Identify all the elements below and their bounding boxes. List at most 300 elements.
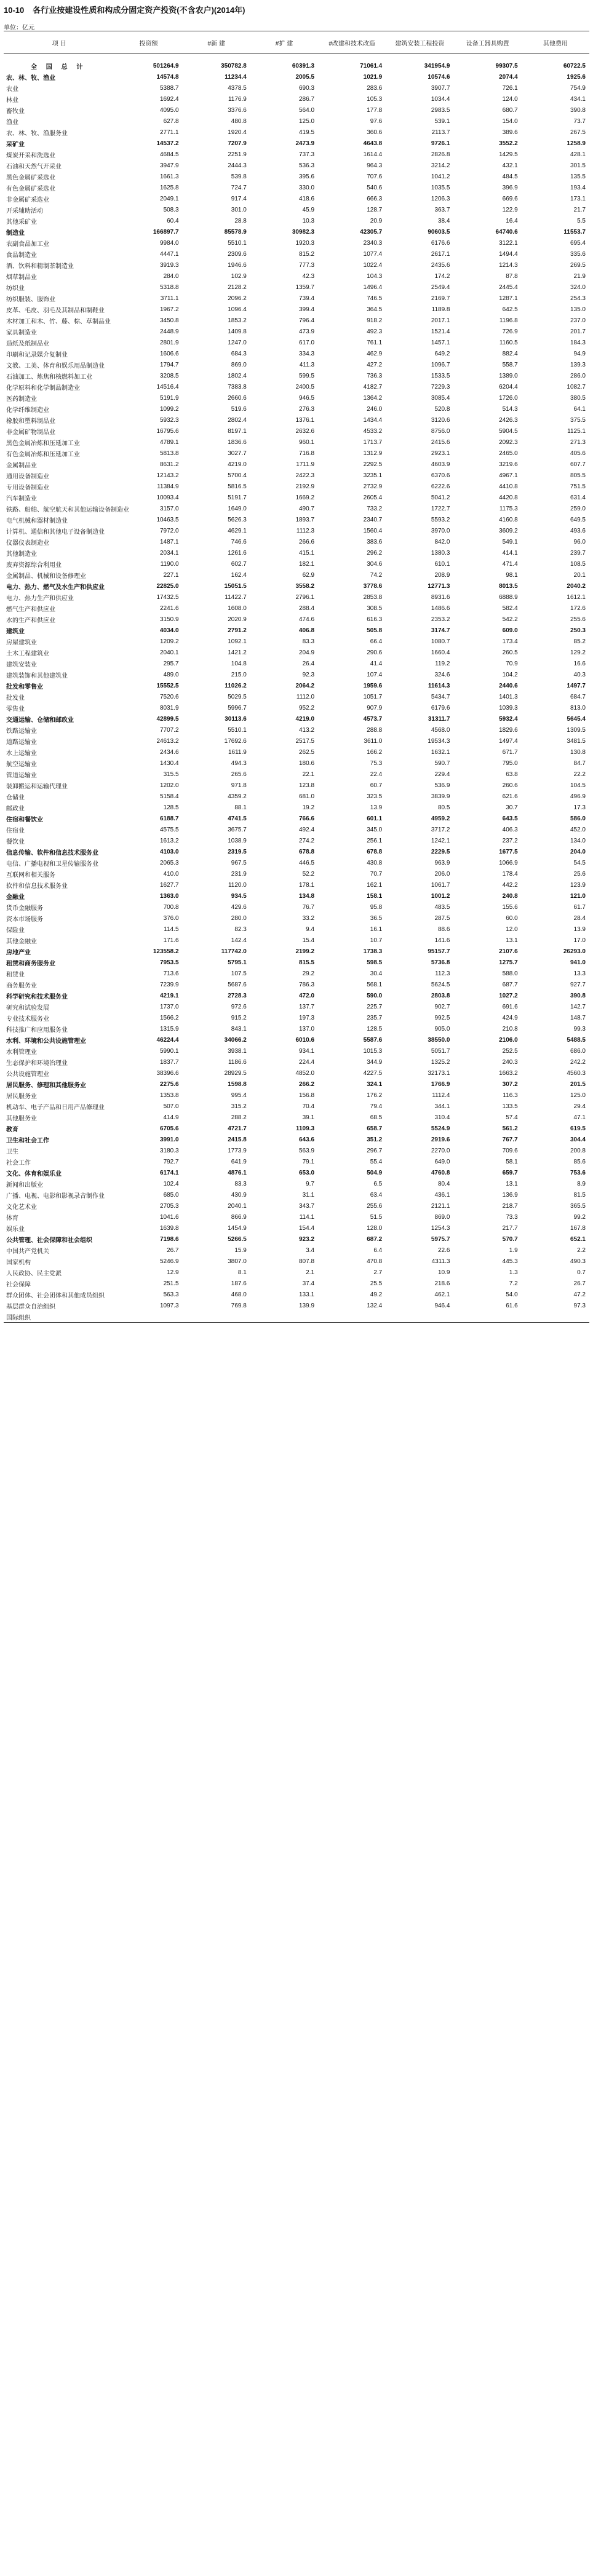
table-header xyxy=(4,31,589,54)
value-cell: 3.4 xyxy=(306,1246,315,1254)
value-cell: 601.1 xyxy=(367,815,383,822)
value-cell xyxy=(453,1311,521,1323)
value-cell: 915.2 xyxy=(231,1014,247,1021)
value-cell: 452.0 xyxy=(570,826,586,833)
table-row xyxy=(4,614,589,625)
row-label: 非金属矿采选业 xyxy=(6,196,49,204)
value-cell: 38.4 xyxy=(438,217,450,224)
value-cell: 364.5 xyxy=(367,306,383,313)
row-label: 计算机、通信和其他电子设备制造业 xyxy=(6,528,105,536)
row-label: 食品制造业 xyxy=(6,252,37,259)
value-cell: 588.0 xyxy=(502,970,518,977)
value-cell: 519.6 xyxy=(231,405,247,413)
value-cell: 2791.2 xyxy=(228,627,247,634)
table-row xyxy=(4,470,589,481)
value-cell: 4182.7 xyxy=(363,383,383,390)
table-row xyxy=(4,492,589,503)
value-cell: 323.5 xyxy=(367,793,383,800)
row-label: 道路运输业 xyxy=(6,739,37,746)
value-cell: 2728.3 xyxy=(228,992,247,999)
value-cell: 142.7 xyxy=(570,1003,586,1010)
value-cell: 6370.6 xyxy=(431,472,450,479)
table-row xyxy=(4,370,589,381)
value-cell: 462.9 xyxy=(367,350,383,357)
value-cell: 324.0 xyxy=(570,283,586,291)
value-cell: 1206.3 xyxy=(431,195,450,202)
value-cell: 843.1 xyxy=(231,1025,247,1032)
value-cell: 117742.0 xyxy=(221,948,247,955)
row-label: 租赁和商务服务业 xyxy=(6,960,55,967)
table-row xyxy=(4,514,589,525)
value-cell: 2229.5 xyxy=(431,848,450,855)
value-cell: 5975.7 xyxy=(431,1235,450,1243)
row-label: 科技推广和应用服务业 xyxy=(6,1026,68,1034)
value-cell: 283.6 xyxy=(367,84,383,92)
value-cell: 4103.0 xyxy=(160,848,179,855)
value-cell: 2340.7 xyxy=(363,516,383,523)
table-row xyxy=(4,414,589,426)
value-cell: 6176.6 xyxy=(431,239,450,247)
value-cell: 2549.4 xyxy=(431,283,450,291)
value-cell: 28.4 xyxy=(573,914,586,922)
value-cell: 1566.2 xyxy=(160,1014,179,1021)
value-cell: 2422.3 xyxy=(295,472,315,479)
table-row xyxy=(4,913,589,924)
table-row xyxy=(4,603,589,614)
value-cell: 12.9 xyxy=(167,1269,179,1276)
row-label: 水的生产和供应业 xyxy=(6,617,55,624)
row-label: 林业 xyxy=(6,97,18,104)
value-cell: 255.6 xyxy=(367,1202,383,1210)
value-cell: 539.8 xyxy=(231,173,247,180)
value-cell: 63.8 xyxy=(506,771,518,778)
value-cell: 1920.3 xyxy=(295,239,315,247)
value-cell: 22.2 xyxy=(573,771,586,778)
value-cell: 707.6 xyxy=(367,173,383,180)
value-cell: 1125.1 xyxy=(567,427,586,435)
value-cell: 10574.6 xyxy=(428,73,450,81)
row-label: 有色金属冶炼和压延加工业 xyxy=(6,451,80,458)
value-cell: 971.8 xyxy=(231,782,247,789)
value-cell: 489.0 xyxy=(163,671,179,678)
value-cell: 155.6 xyxy=(502,903,518,911)
value-cell: 1061.7 xyxy=(431,881,450,889)
value-cell: 582.4 xyxy=(502,604,518,612)
value-cell: 47.1 xyxy=(573,1114,586,1121)
value-cell: 496.9 xyxy=(570,793,586,800)
value-cell: 6.5 xyxy=(373,1180,383,1187)
value-cell: 5510.1 xyxy=(228,726,247,734)
value-cell: 5191.9 xyxy=(160,394,179,402)
value-cell: 713.6 xyxy=(163,970,179,977)
value-cell: 176.2 xyxy=(367,1092,383,1099)
value-cell: 295.7 xyxy=(163,660,179,667)
value-cell: 182.1 xyxy=(299,560,315,568)
value-cell: 473.9 xyxy=(299,328,315,335)
value-cell: 4568.0 xyxy=(431,726,450,734)
value-cell: 5191.7 xyxy=(228,494,247,501)
value-cell: 13.1 xyxy=(506,1180,518,1187)
value-cell: 3552.2 xyxy=(499,140,518,147)
value-cell: 123558.2 xyxy=(153,948,179,955)
table-row xyxy=(4,204,589,215)
value-cell: 351.2 xyxy=(367,1136,383,1143)
value-cell: 9.7 xyxy=(306,1180,315,1187)
value-cell: 308.5 xyxy=(367,604,383,612)
value-cell: 813.0 xyxy=(570,704,586,711)
value-cell: 85.2 xyxy=(573,638,586,645)
row-label: 生态保护和环境治理业 xyxy=(6,1060,68,1067)
value-cell: 1287.1 xyxy=(499,295,518,302)
value-cell: 70.4 xyxy=(302,1103,315,1110)
value-cell: 2040.2 xyxy=(567,582,586,590)
value-cell: 208.9 xyxy=(434,571,450,579)
row-label: 研究和试验发展 xyxy=(6,1004,49,1012)
value-cell: 3208.5 xyxy=(160,372,179,379)
row-label: 烟草制品业 xyxy=(6,274,37,281)
value-cell: 390.8 xyxy=(570,106,586,114)
value-cell xyxy=(522,1311,589,1323)
value-cell: 1612.1 xyxy=(567,593,586,601)
value-cell: 7707.2 xyxy=(160,726,179,734)
value-cell: 992.5 xyxy=(434,1014,450,1021)
value-cell: 25.6 xyxy=(573,870,586,878)
value-cell: 9984.0 xyxy=(160,239,179,247)
value-cell: 2020.9 xyxy=(228,616,247,623)
row-label: 房地产业 xyxy=(6,949,31,956)
value-cell: 240.8 xyxy=(502,892,518,900)
value-cell: 2192.9 xyxy=(295,483,315,490)
value-cell: 3778.6 xyxy=(363,582,383,590)
value-cell: 9.4 xyxy=(306,925,315,933)
value-cell: 5932.4 xyxy=(499,715,518,723)
value-cell: 508.3 xyxy=(163,206,179,213)
table-row xyxy=(4,215,589,226)
value-cell: 335.6 xyxy=(570,250,586,258)
value-cell: 1457.1 xyxy=(431,339,450,346)
value-cell: 201.7 xyxy=(570,328,586,335)
value-cell: 2.2 xyxy=(577,1246,586,1254)
table-row xyxy=(4,802,589,813)
value-cell: 649.2 xyxy=(434,350,450,357)
value-cell: 590.0 xyxy=(367,992,383,999)
value-cell: 363.7 xyxy=(434,206,450,213)
value-cell: 1598.8 xyxy=(228,1080,247,1088)
value-cell: 173.4 xyxy=(502,638,518,645)
value-cell: 38396.6 xyxy=(156,1069,179,1077)
value-cell: 5266.5 xyxy=(228,1235,247,1243)
value-cell: 22825.0 xyxy=(156,582,179,590)
table-row xyxy=(4,1112,589,1123)
value-cell: 290.6 xyxy=(367,649,383,656)
value-cell: 436.1 xyxy=(434,1191,450,1199)
table-row xyxy=(4,160,589,171)
value-cell: 917.4 xyxy=(231,195,247,202)
value-cell: 746.5 xyxy=(367,295,383,302)
value-cell: 652.1 xyxy=(570,1235,586,1243)
value-cell: 754.9 xyxy=(570,84,586,92)
value-cell: 1038.9 xyxy=(228,837,247,844)
value-cell: 429.6 xyxy=(231,903,247,911)
value-cell: 1632.1 xyxy=(431,748,450,756)
value-cell: 2440.6 xyxy=(499,682,518,689)
value-cell: 39.1 xyxy=(302,1114,315,1121)
table-row xyxy=(4,127,589,138)
value-cell: 815.5 xyxy=(299,959,315,966)
value-cell: 3481.5 xyxy=(567,737,586,745)
row-label: 信息传输、软件和信息技术服务业 xyxy=(6,849,98,857)
value-cell: 1560.4 xyxy=(363,527,383,534)
value-cell: 8013.5 xyxy=(499,582,518,590)
value-cell: 501264.9 xyxy=(153,62,179,69)
table-number: 10-10 xyxy=(4,6,25,15)
row-label: 家具制造业 xyxy=(6,329,37,336)
value-cell: 1096.4 xyxy=(228,306,247,313)
value-cell: 139.3 xyxy=(570,361,586,368)
value-cell: 32173.1 xyxy=(428,1069,450,1077)
value-cell: 3711.1 xyxy=(160,295,179,302)
value-cell: 1160.5 xyxy=(499,339,518,346)
value-cell: 411.3 xyxy=(299,361,315,368)
value-cell: 125.0 xyxy=(299,117,315,125)
value-cell: 171.6 xyxy=(163,937,179,944)
table-row xyxy=(4,1156,589,1167)
value-cell: 5736.8 xyxy=(431,959,450,966)
value-cell: 599.5 xyxy=(299,372,315,379)
value-cell: 470.8 xyxy=(367,1258,383,1265)
value-cell: 288.8 xyxy=(367,726,383,734)
value-cell: 1625.8 xyxy=(160,184,179,191)
value-cell: 184.3 xyxy=(570,339,586,346)
value-cell: 7520.6 xyxy=(160,693,179,700)
value-cell: 36.5 xyxy=(370,914,383,922)
table-row xyxy=(4,315,589,326)
value-cell: 1001.2 xyxy=(431,892,450,900)
value-cell: 260.6 xyxy=(502,782,518,789)
value-cell: 619.5 xyxy=(570,1125,586,1132)
value-cell: 22.1 xyxy=(302,771,315,778)
value-cell: 1112.0 xyxy=(296,693,315,700)
value-cell: 344.1 xyxy=(434,1103,450,1110)
value-cell: 246.0 xyxy=(367,405,383,413)
value-cell: 631.4 xyxy=(570,494,586,501)
value-cell: 3839.9 xyxy=(431,793,450,800)
value-cell: 6188.7 xyxy=(160,815,179,822)
row-label: 土木工程建筑业 xyxy=(6,650,49,657)
table-row xyxy=(4,979,589,990)
row-label: 文化艺术业 xyxy=(6,1203,37,1211)
value-cell: 12143.2 xyxy=(156,472,179,479)
value-cell: 6705.6 xyxy=(160,1125,179,1132)
value-cell: 17.0 xyxy=(573,937,586,944)
value-cell: 204.0 xyxy=(570,848,586,855)
value-cell: 642.5 xyxy=(502,306,518,313)
table-row xyxy=(4,1223,589,1234)
table-row xyxy=(4,1256,589,1267)
value-cell: 132.4 xyxy=(367,1302,383,1309)
value-cell: 669.6 xyxy=(502,195,518,202)
value-cell: 172.6 xyxy=(570,604,586,612)
value-cell: 907.9 xyxy=(367,704,383,711)
value-cell: 5041.2 xyxy=(431,494,450,501)
value-cell: 1669.2 xyxy=(295,494,315,501)
row-label: 建筑装饰和其他建筑业 xyxy=(6,672,68,680)
value-cell: 902.7 xyxy=(434,1003,450,1010)
row-label: 餐饮业 xyxy=(6,838,25,846)
table-row xyxy=(4,1234,589,1245)
table-row xyxy=(4,1034,589,1045)
value-cell: 4034.0 xyxy=(160,627,179,634)
value-cell: 659.7 xyxy=(502,1169,518,1176)
value-cell: 104.3 xyxy=(367,272,383,280)
value-cell: 2435.6 xyxy=(431,261,450,269)
value-cell: 17692.6 xyxy=(224,737,247,745)
value-cell: 1376.1 xyxy=(295,416,315,424)
value-cell: 684.3 xyxy=(231,350,247,357)
value-cell: 995.4 xyxy=(231,1092,247,1099)
value-cell: 29.4 xyxy=(573,1103,586,1110)
value-cell: 2270.0 xyxy=(431,1147,450,1154)
value-cell: 1967.2 xyxy=(160,306,179,313)
value-cell: 8.1 xyxy=(237,1269,247,1276)
value-cell: 26.4 xyxy=(302,660,315,667)
value-cell: 218.7 xyxy=(502,1202,518,1210)
row-label: 印刷和记录媒介复制业 xyxy=(6,351,68,359)
value-cell: 941.0 xyxy=(570,959,586,966)
value-cell: 2617.1 xyxy=(431,250,450,258)
table-row xyxy=(4,93,589,105)
value-cell: 21.9 xyxy=(573,272,586,280)
value-cell: 3174.7 xyxy=(431,627,450,634)
value-cell: 1692.4 xyxy=(160,95,179,103)
value-cell: 586.0 xyxy=(570,815,586,822)
value-cell: 6222.6 xyxy=(431,483,450,490)
value-cell: 1112.4 xyxy=(432,1092,450,1099)
value-cell: 66.4 xyxy=(370,638,383,645)
table-row xyxy=(4,1001,589,1012)
value-cell: 218.6 xyxy=(434,1280,450,1287)
value-cell: 964.3 xyxy=(367,162,383,169)
value-cell: 266.2 xyxy=(299,1080,315,1088)
value-cell: 796.4 xyxy=(299,317,315,324)
value-cell: 494.3 xyxy=(231,759,247,767)
value-cell: 4741.5 xyxy=(228,815,247,822)
value-cell: 1389.0 xyxy=(499,372,518,379)
value-cell: 2005.5 xyxy=(295,73,315,81)
value-cell: 288.2 xyxy=(231,1114,247,1121)
value-cell: 563.3 xyxy=(163,1291,179,1298)
value-cell: 8631.2 xyxy=(160,461,179,468)
value-cell: 21.7 xyxy=(573,206,586,213)
value-cell: 60.4 xyxy=(167,217,179,224)
row-label: 卫生和社会工作 xyxy=(6,1137,49,1144)
row-label: 其他采矿业 xyxy=(6,218,37,226)
table-row xyxy=(4,724,589,735)
value-cell: 869.0 xyxy=(231,361,247,368)
value-cell: 102.4 xyxy=(163,1180,179,1187)
value-cell: 256.1 xyxy=(367,837,383,844)
row-label: 软件和信息技术服务业 xyxy=(6,882,68,890)
table-row xyxy=(4,924,589,935)
value-cell: 225.7 xyxy=(367,1003,383,1010)
value-cell: 288.4 xyxy=(299,604,315,612)
value-cell: 563.9 xyxy=(299,1147,315,1154)
row-label: 居民服务、修理和其他服务业 xyxy=(6,1082,86,1089)
table-row xyxy=(4,857,589,868)
value-cell: 445.3 xyxy=(502,1258,518,1265)
row-label: 商务服务业 xyxy=(6,982,37,989)
value-cell: 807.8 xyxy=(299,1258,315,1265)
value-cell: 866.9 xyxy=(231,1213,247,1221)
value-cell: 210.8 xyxy=(502,1025,518,1032)
value-cell: 79.1 xyxy=(302,1158,315,1165)
value-cell: 2.7 xyxy=(373,1269,383,1276)
value-cell: 442.2 xyxy=(502,881,518,889)
row-label: 互联网和相关服务 xyxy=(6,871,55,879)
value-cell: 2473.9 xyxy=(295,140,315,147)
spacer-row xyxy=(4,54,589,61)
value-cell: 108.5 xyxy=(570,560,586,568)
value-cell: 424.9 xyxy=(502,1014,518,1021)
value-cell: 375.5 xyxy=(570,416,586,424)
row-label: 货币金融服务 xyxy=(6,905,43,912)
value-cell: 736.3 xyxy=(367,372,383,379)
row-label: 居民服务业 xyxy=(6,1093,37,1100)
table-row xyxy=(4,448,589,459)
value-cell: 492.4 xyxy=(299,826,315,833)
value-cell: 17432.5 xyxy=(156,593,179,601)
value-cell: 432.1 xyxy=(502,162,518,169)
value-cell: 262.5 xyxy=(299,748,315,756)
value-cell: 395.6 xyxy=(299,173,315,180)
value-cell: 2705.3 xyxy=(160,1202,179,1210)
value-cell: 4684.5 xyxy=(160,151,179,158)
value-cell: 26.7 xyxy=(573,1280,586,1287)
value-cell: 380.5 xyxy=(570,394,586,402)
value-cell: 2415.8 xyxy=(228,1136,247,1143)
value-cell: 2121.1 xyxy=(431,1202,450,1210)
value-cell: 406.3 xyxy=(502,826,518,833)
value-cell: 83.3 xyxy=(302,638,315,645)
value-cell: 6174.1 xyxy=(160,1169,179,1176)
value-cell: 133.5 xyxy=(502,1103,518,1110)
value-cell: 536.9 xyxy=(434,782,450,789)
row-label: 废弃资源综合利用业 xyxy=(6,561,62,569)
value-cell: 1247.0 xyxy=(228,339,247,346)
row-label: 有色金属矿采选业 xyxy=(6,185,55,192)
value-cell: 666.3 xyxy=(367,195,383,202)
table-row xyxy=(4,1056,589,1068)
value-cell: 365.5 xyxy=(570,1202,586,1210)
value-cell: 882.4 xyxy=(502,350,518,357)
value-cell: 8756.0 xyxy=(431,427,450,435)
value-cell: 121.0 xyxy=(570,892,586,900)
value-cell: 2517.5 xyxy=(295,737,315,745)
row-label: 采矿业 xyxy=(6,141,25,148)
value-cell: 166.2 xyxy=(367,748,383,756)
value-cell: 671.7 xyxy=(502,748,518,756)
value-cell: 3609.2 xyxy=(499,527,518,534)
value-cell: 739.4 xyxy=(299,295,315,302)
value-cell: 136.9 xyxy=(502,1191,518,1199)
row-label: 专用设备制造业 xyxy=(6,484,49,491)
value-cell: 197.3 xyxy=(299,1014,315,1021)
column-header: 设备工器具购置 xyxy=(453,31,521,54)
value-cell: 1608.0 xyxy=(228,604,247,612)
row-label: 石油加工、炼焦和核燃料加工业 xyxy=(6,373,92,381)
value-cell: 927.7 xyxy=(570,981,586,988)
value-cell: 2771.1 xyxy=(160,129,179,136)
